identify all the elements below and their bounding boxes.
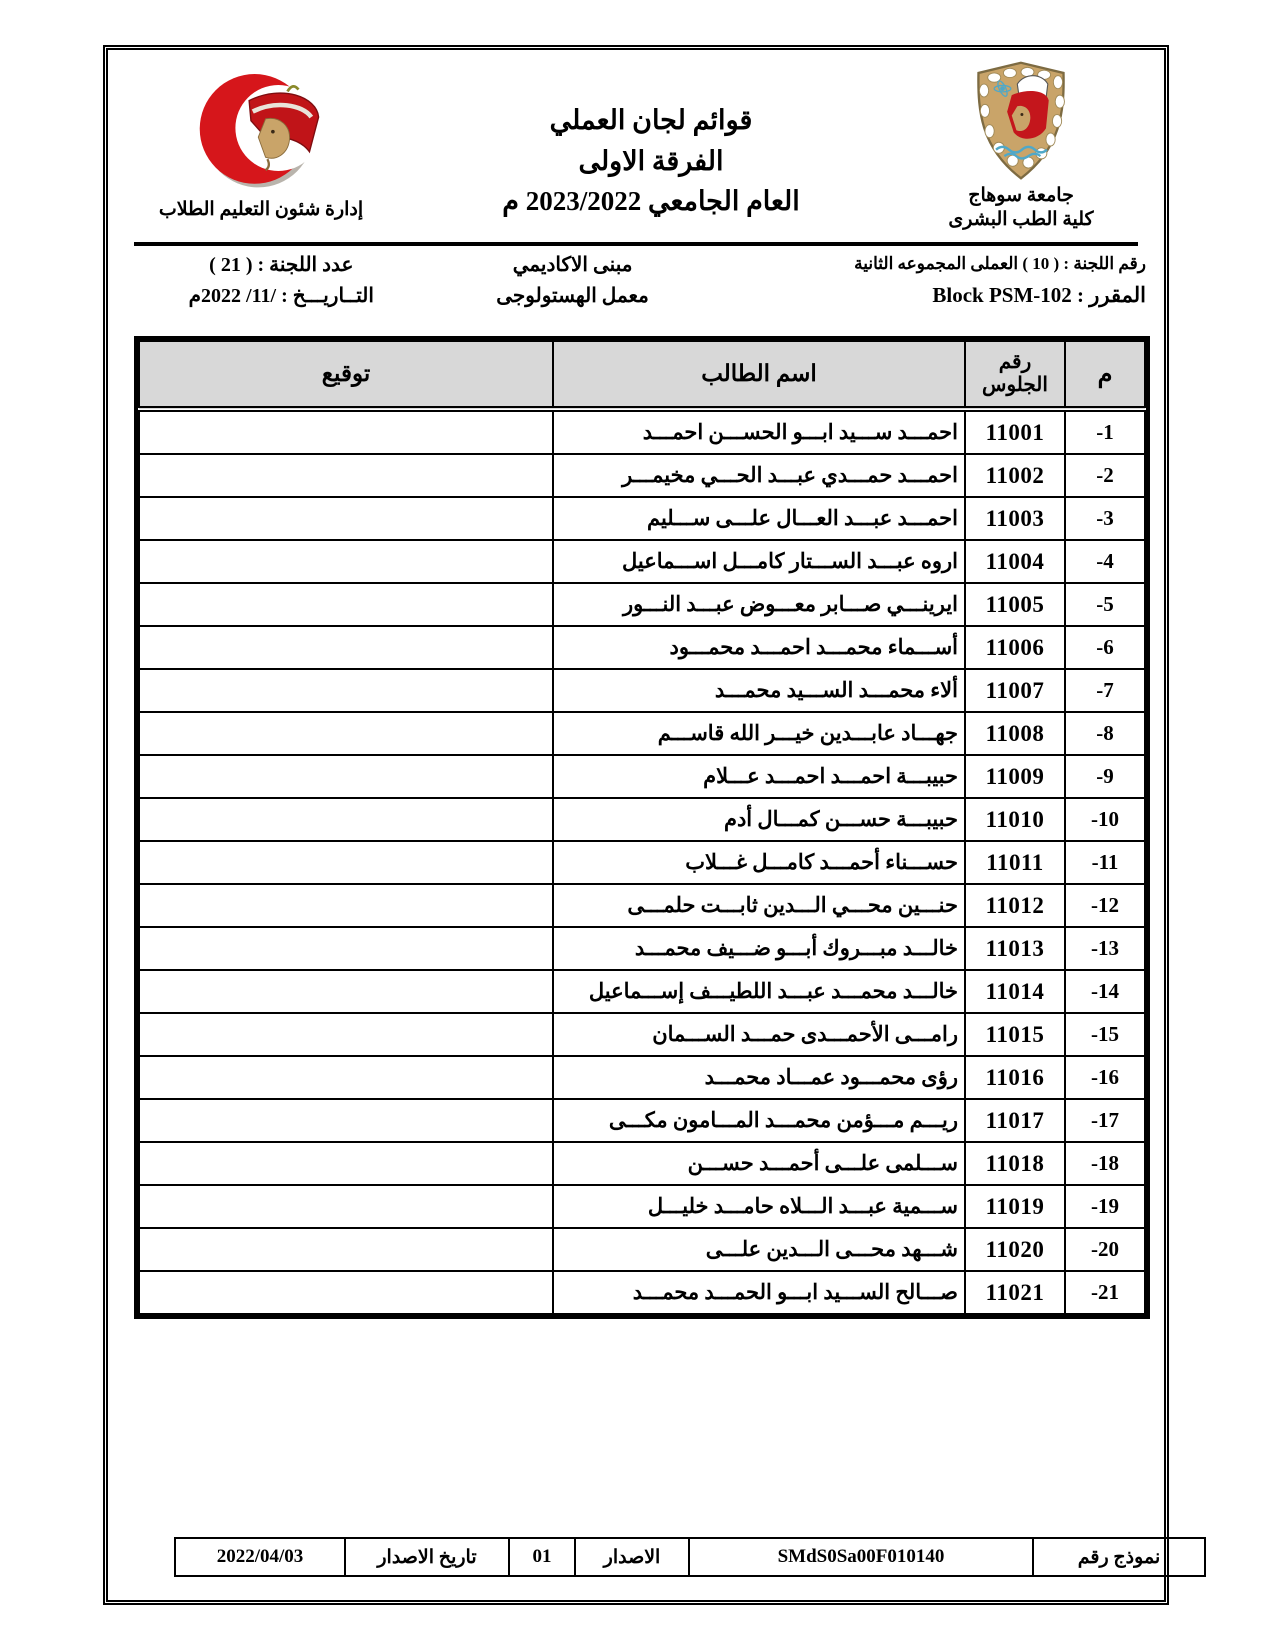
table-row [139,409,1145,454]
signature-cell [139,1228,553,1271]
signature-cell [139,1013,553,1056]
table-row [139,798,1145,841]
serial-cell: -15 [1065,1013,1145,1056]
student-name-cell: ريـــم مـــؤمن محمـــد المـــامون مكـــى [553,1099,965,1142]
university-block [906,60,1136,232]
committee-number-line: رقم اللجنة : ( 10 ) العملى المجموعه الثانية [854,254,1146,273]
seat-number-cell: 11011 [965,841,1065,884]
building-name: مبنى الاكاديمي [512,253,633,276]
seat-number-cell: 11006 [965,626,1065,669]
student-name-cell: ســـلمى علـــى أحمـــد حســـن [553,1142,965,1185]
signature-cell [139,497,553,540]
student-name-cell: ايرينـــي صـــابر معـــوض عبـــد النـــور [553,583,965,626]
serial-cell: -13 [1065,927,1145,970]
serial-cell: -12 [1065,884,1145,927]
table-row [139,712,1145,755]
signature-cell [139,712,553,755]
seat-number-cell: 11015 [965,1013,1065,1056]
seat-number-cell: 11020 [965,1228,1065,1271]
signature-cell [139,454,553,497]
table-row [139,1142,1145,1185]
seat-number-cell: 11018 [965,1142,1065,1185]
committee-info [128,252,1150,308]
student-name-cell: حبيبـــة احمـــد احمـــد عـــلام [553,755,965,798]
serial-cell: -16 [1065,1056,1145,1099]
table-row [139,970,1145,1013]
student-name-cell: احمـــد حمـــدي عبـــد الحـــي مخيمـــر [553,454,965,497]
seat-number-cell: 11013 [965,927,1065,970]
seat-number-cell: 11008 [965,712,1065,755]
page-frame [103,45,1169,1605]
students-table-wrap [134,336,1150,1319]
seat-number-cell: 11003 [965,497,1065,540]
serial-cell: -4 [1065,540,1145,583]
university-shield-logo-icon [906,60,1136,182]
department-name: إدارة شئون التعليم الطلاب [158,199,364,220]
table-row [139,626,1145,669]
signature-cell [139,1099,553,1142]
seat-number-cell: 11001 [965,409,1065,454]
grade-title: الفرقة الاولى [578,145,724,176]
signature-cell [139,927,553,970]
form-footer [174,1537,1161,1577]
student-name-cell: ســـمية عبـــد الـــلاه حامـــد خليـــل [553,1185,965,1228]
signature-cell [139,626,553,669]
signature-cell [139,1056,553,1099]
student-name-cell: أســـماء محمـــد احمـــد محمـــود [553,626,965,669]
table-header-row [139,341,1145,409]
university-name: جامعة سوهاج [968,185,1074,206]
issue-value: 01 [509,1538,575,1576]
committee-count: عدد اللجنة : ( 21 ) [209,253,354,276]
table-row [139,884,1145,927]
serial-cell: -1 [1065,409,1145,454]
signature-cell [139,409,553,454]
faculty-name: كلية الطب البشرى [948,208,1094,230]
student-name-cell: شـــهد محـــى الـــدين علـــى [553,1228,965,1271]
lab-name: معمل الهستولوجى [496,284,649,307]
serial-cell: -21 [1065,1271,1145,1314]
serial-cell: -11 [1065,841,1145,884]
signature-cell [139,583,553,626]
academic-year-title: العام الجامعي 2023/2022 م [502,186,800,216]
student-name-cell: رامـــى الأحمـــدى حمـــد الســـمان [553,1013,965,1056]
signature-cell [139,1271,553,1314]
serial-cell: -19 [1065,1185,1145,1228]
seat-number-cell: 11017 [965,1099,1065,1142]
table-row [139,1013,1145,1056]
faculty-crescent-logo-icon [126,60,396,194]
signature-cell [139,1185,553,1228]
student-name-cell: خالـــد مبـــروك أبـــو ضـــيف محمـــد [553,927,965,970]
student-name-cell: حســـناء أحمـــد كامـــل غـــلاب [553,841,965,884]
form-number-label: نموذج رقم [1033,1538,1205,1576]
svg-text:جامعة سوهاج [157,64,171,69]
page-title: قوائم لجان العملي [549,105,753,135]
signature-cell [139,669,553,712]
issue-label: الاصدار [575,1538,689,1576]
department-block [126,60,396,221]
serial-cell: -20 [1065,1228,1145,1271]
student-name-cell: جهـــاد عابـــدين خيـــر الله قاســـم [553,712,965,755]
student-name-cell: خالـــد محمـــد عبـــد اللطيـــف إســـماعيل [553,970,965,1013]
table-row [139,755,1145,798]
seat-number-cell: 11002 [965,454,1065,497]
signature-cell [139,755,553,798]
serial-cell: -10 [1065,798,1145,841]
seat-number-cell: 11012 [965,884,1065,927]
serial-cell: -6 [1065,626,1145,669]
student-name-cell: حنـــين محـــي الـــدين ثابـــت حلمـــى [553,884,965,927]
seat-number-cell: 11007 [965,669,1065,712]
serial-cell: -7 [1065,669,1145,712]
table-row [139,669,1145,712]
table-row [139,497,1145,540]
seat-number-cell: 11019 [965,1185,1065,1228]
header-serial: م [1065,341,1145,409]
table-row [139,540,1145,583]
table-row [139,1271,1145,1314]
table-row [139,841,1145,884]
student-name-cell: صـــالح الســـيد ابـــو الحمـــد محمـــد [553,1271,965,1314]
footer-table [174,1537,1206,1577]
student-name-cell: رؤى محمـــود عمـــاد محمـــد [553,1056,965,1099]
date-line: التــاريـــخ : /11/ 2022م [188,284,374,307]
signature-cell [139,970,553,1013]
title-block [396,60,906,222]
signature-cell [139,540,553,583]
seat-number-cell: 11021 [965,1271,1065,1314]
serial-cell: -18 [1065,1142,1145,1185]
header-signature: توقيع [139,341,553,409]
header-seat: رقم الجلوس [965,341,1065,409]
student-name-cell: احمـــد عبـــد العـــال علـــى ســـليم [553,497,965,540]
svg-text:كلية الطب [157,64,174,68]
table-row [139,927,1145,970]
serial-cell: -5 [1065,583,1145,626]
signature-cell [139,841,553,884]
seat-number-cell: 11004 [965,540,1065,583]
footer-row [175,1538,1205,1576]
header-divider [134,242,1138,246]
student-name-cell: ألاء محمـــد الســـيد محمـــد [553,669,965,712]
page-header [108,50,1164,232]
signature-cell [139,1142,553,1185]
table-row [139,1099,1145,1142]
serial-cell: -14 [1065,970,1145,1013]
issue-date-label: تاريخ الاصدار [345,1538,509,1576]
seat-number-cell: 11010 [965,798,1065,841]
seat-number-cell: 11016 [965,1056,1065,1099]
student-name-cell: اروه عبـــد الســـتار كامـــل اســـماعيل [553,540,965,583]
table-row [139,1228,1145,1271]
table-row [139,1056,1145,1099]
seat-number-cell: 11009 [965,755,1065,798]
signature-cell [139,884,553,927]
student-name-cell: احمـــد ســـيد ابـــو الحســـن احمـــد [553,409,965,454]
form-code: SMdS0Sa00F010140 [689,1538,1033,1576]
course-line: المقرر : Block PSM-102 [932,282,1146,307]
students-table [138,340,1146,1315]
seat-number-cell: 11014 [965,970,1065,1013]
serial-cell: -17 [1065,1099,1145,1142]
table-row [139,1185,1145,1228]
header-name: اسم الطالب [553,341,965,409]
student-name-cell: حبيبـــة حســـن كمـــال أدم [553,798,965,841]
signature-cell [139,798,553,841]
serial-cell: -9 [1065,755,1145,798]
issue-date-value: 2022/04/03 [175,1538,345,1576]
students-table-body [139,409,1145,1314]
serial-cell: -8 [1065,712,1145,755]
table-row [139,583,1145,626]
table-row [139,454,1145,497]
seat-number-cell: 11005 [965,583,1065,626]
serial-cell: -2 [1065,454,1145,497]
serial-cell: -3 [1065,497,1145,540]
